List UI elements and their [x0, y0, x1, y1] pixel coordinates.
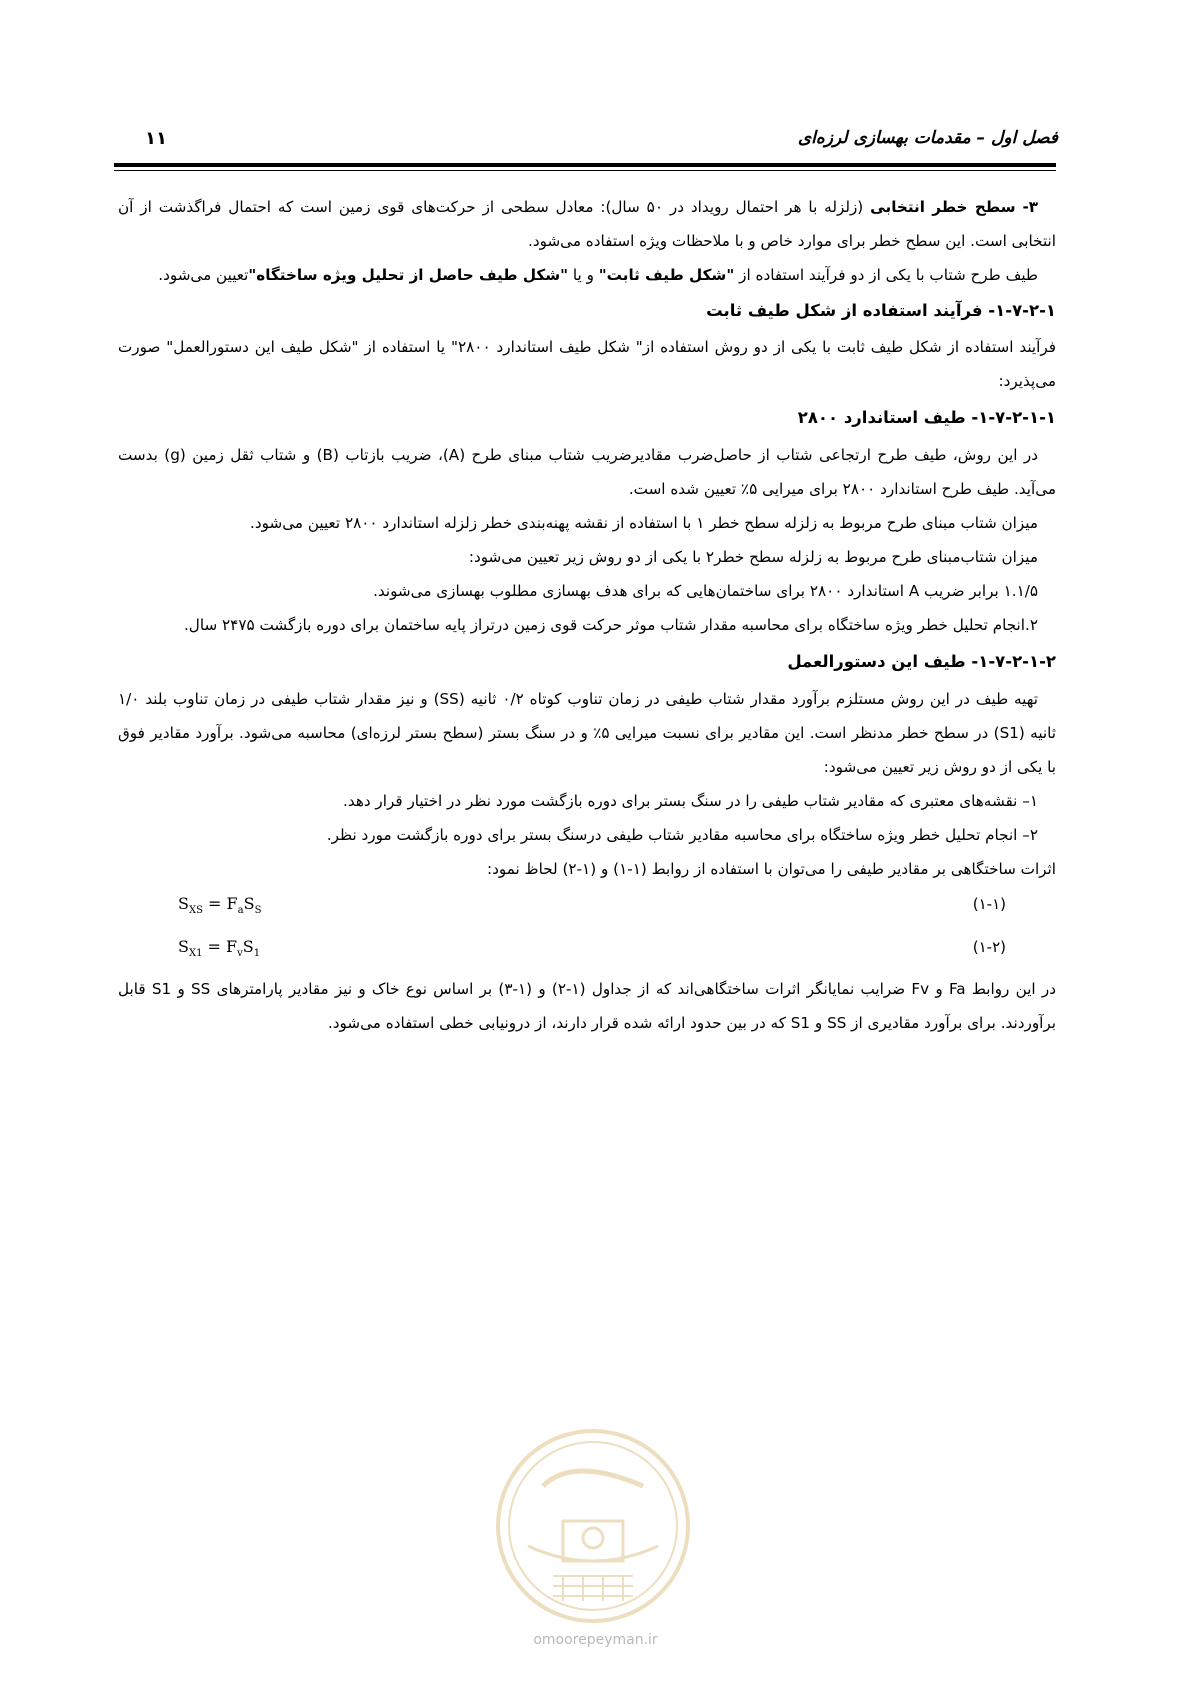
bold-term: سطح خطر انتخابی: [870, 198, 1016, 216]
header-rule-thick: [114, 163, 1056, 167]
body-text: [118, 190, 1056, 1040]
paragraph-text: تعیین می‌شود.: [158, 266, 249, 284]
equation-2-number: (۱-۲): [972, 938, 1006, 957]
watermark-site: omoorepeyman.ir: [533, 1632, 658, 1648]
list-item-text: ۱/۵ برابر ضریب A استاندارد ۲۸۰۰ برای ساختمان‌هایی که برای هدف بهسازی مطلوب بهسازی می‌شوند.: [373, 582, 1038, 600]
section-heading-standard-2800: ۱-۷-۲-۱-۱- طیف استاندارد ۲۸۰۰: [797, 408, 1056, 427]
standard-2800-paragraph: در این روش، طیف طرح ارتجاعی شتاب از حاصل‌ضرب مقادیرضریب شتاب مبنای طرح (A)، ضریب بازتاب (B) و شتاب ثقل زمین (g) بدست می‌آید. طیف طرح استاندارد ۲۸۰۰ برای میرایی ۵٪ تعیین شده است.: [118, 446, 1056, 498]
watermark-logo-icon: [493, 1426, 693, 1626]
site-effects-paragraph: اثرات ساختگاهی بر مقادیر طیفی را می‌توان با استفاده از روابط (۱-۱) و (۱-۲) لحاظ نمود:: [486, 860, 1056, 878]
list-item: [118, 574, 1056, 608]
equation-2-formula: $S_{X1} = F_vS_1$: [178, 937, 261, 960]
list-item-text: انجام تحلیل خطر ویژه ساختگاه برای محاسبه مقدار شتاب موثر حرکت قوی زمین درتراز پایه ساختمان برای دوره بازگشت ۲۴۷۵ سال.: [183, 616, 1025, 634]
list-item: [118, 608, 1056, 642]
list-number: ۲.: [1025, 616, 1038, 634]
standard-2800-paragraph: میزان شتاب‌مبنای طرح مربوط به زلزله سطح خطر۲ با یکی از دو روش زیر تعیین می‌شود:: [468, 548, 1038, 566]
list-item: ۲– انجام تحلیل خطر ویژه ساختگاه برای محاسبه مقادیر شتاب طیفی درسنگ بستر برای دوره بازگشت مورد نظر.: [326, 826, 1038, 844]
paragraph-text: و یا: [568, 266, 599, 284]
hazard-level-paragraph: [118, 190, 1056, 258]
section-heading-guideline-spectrum: ۱-۷-۲-۱-۲- طیف این دستورالعمل: [787, 652, 1056, 671]
paragraph-text: (زلزله با هر احتمال رویداد در ۵۰ سال): معادل سطحی از حرکت‌های قوی زمین است که احتمال فراگذشت از آن انتخابی است. این سطح خطر برای موارد خاص و با ملاحظات ویژه استفاده می‌شود.: [118, 198, 1056, 250]
equation-1: [118, 886, 1056, 929]
guideline-spectrum-paragraph: تهیه طیف در این روش مستلزم برآورد مقدار شتاب طیفی در زمان تناوب کوتاه ۰/۲ ثانیه (SS) و نیز مقدار شتاب طیفی در زمان تناوب بلند ۱/۰ ثانیه (S1) در سطح خطر مدنظر است. این مقادیر برای نسبت میرایی ۵٪ و در سنگ بستر (سطح بستر لرزه‌ای) محاسبه می‌شود. برآورد مقادیر فوق با یکی از دو روش زیر تعیین می‌شود:: [118, 690, 1056, 776]
standard-2800-paragraph: میزان شتاب مبنای طرح مربوط به زلزله سطح خطر ۱ با استفاده از نقشه پهنه‌بندی خطر زلزله استاندارد ۲۸۰۰ تعیین می‌شود.: [250, 514, 1038, 532]
bold-term: "شکل طیف ثابت": [598, 266, 735, 284]
equation-2: [118, 929, 1056, 972]
spectrum-intro-paragraph: [118, 258, 1056, 292]
header-rule-thin: [114, 170, 1056, 171]
paragraph-text: طیف طرح شتاب با یکی از دو فرآیند استفاده از: [734, 266, 1038, 284]
section-heading-fixed-spectrum: ۱-۷-۲-۱- فرآیند استفاده از شکل طیف ثابت: [706, 301, 1056, 320]
page-number: ۱۱: [145, 128, 167, 149]
fixed-spectrum-paragraph: فرآیند استفاده از شکل طیف ثابت با یکی از دو روش استفاده از" شکل طیف استاندارد ۲۸۰۰" یا استفاده از "شکل طیف این دستورالعمل" صورت می‌پذیرد:: [118, 338, 1056, 390]
item-number: ۳-: [1022, 198, 1039, 216]
list-item: ۱– نقشه‌های معتبری که مقادیر شتاب طیفی را در سنگ بستر برای دوره بازگشت مورد نظر در اختیار قرار دهد.: [343, 792, 1038, 810]
bold-term: "شکل طیف حاصل از تحلیل ویژه ساختگاه": [248, 266, 569, 284]
coefficients-paragraph: در این روابط Fa و Fv ضرایب نمایانگر اثرات ساختگاهی‌اند که از جداول (۱-۲) و (۱-۳) بر اساس نوع خاک و نیز مقادیر پارامترهای SS و S1 قابل برآوردند. برای برآورد مقادیری از SS و S1 که در بین حدود ارائه شده قرار دارند، از درونیابی خطی استفاده می‌شود.: [118, 980, 1056, 1033]
list-number: ۱.: [1003, 582, 1017, 600]
chapter-title: فصل اول – مقدمات بهسازی لرزه‌ای: [797, 128, 1058, 148]
equation-1-formula: $S_{XS} = F_aS_S$: [178, 894, 262, 917]
equation-1-number: (۱-۱): [972, 895, 1006, 913]
